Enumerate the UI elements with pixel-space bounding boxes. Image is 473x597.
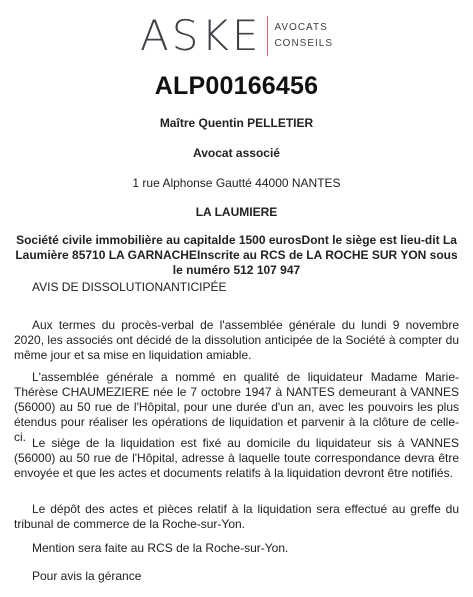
paragraph-mention: Mention sera faite au RCS de la Roche-sur-Yon. [32,541,289,555]
logo-subtitle [274,20,333,52]
company-name: LA LAUMIERE [195,205,278,219]
paragraph-liquidator: L'assemblée générale a nommé en qualité de liquidateur Madame Marie-Thérèse CHAUMEZIERE née le 7 octobre 1947 à NANTES demeurant à VANNES (56000) au 50 rue de l'Hôpital, pour une durée d'un an, avec les pouvoirs les plus étendus pour réaliser les opérations de liquidation et parvenir à la clôture de celle-ci. [14,370,459,444]
logo-subtitle-line2: CONSEILS [274,38,334,49]
logo-mark: ASKE [139,11,262,60]
reference-number: ALP00166456 [154,72,319,100]
aske-logo [0,12,473,60]
paragraph-resolution: Aux termes du procès-verbal de l'assemblée générale du lundi 9 novembre 2020, les associés ont décidé de la dissolution anticipée de la Société à compter du même jour et sa mise en liquidation amiable. [14,318,459,362]
logo-subtitle-line1: AVOCATS [274,22,328,33]
notice-title: AVIS DE DISSOLUTIONANTICIPÉE [32,280,227,294]
paragraph-signature: Pour avis la gérance [32,569,142,583]
lawyer-address: 1 rue Alphonse Gautté 44000 NANTES [132,176,341,190]
company-description: Société civile immobilière au capitalde 1500 eurosDont le siège est lieu-dit La Laumière 85710 LA GARNACHEInscrite au RCS de LA ROCHE SUR YON sous le numéro 512 107 947 [15,233,458,277]
lawyer-name: Maître Quentin PELLETIER [159,116,314,130]
lawyer-title: Avocat associé [193,146,280,160]
logo-divider [267,16,268,56]
paragraph-deposit: Le dépôt des actes et pièces relatif à la liquidation sera effectué au greffe du tribunal de commerce de la Roche-sur-Yon. [14,502,459,531]
paragraph-seat: Le siège de la liquidation est fixé au domicile du liquidateur sis à VANNES (56000) au 50 rue de l'Hôpital, adresse à laquelle toute correspondance devra être envoyée et que les actes et documents relatifs à la liquidation devront être notifiés. [14,436,459,480]
